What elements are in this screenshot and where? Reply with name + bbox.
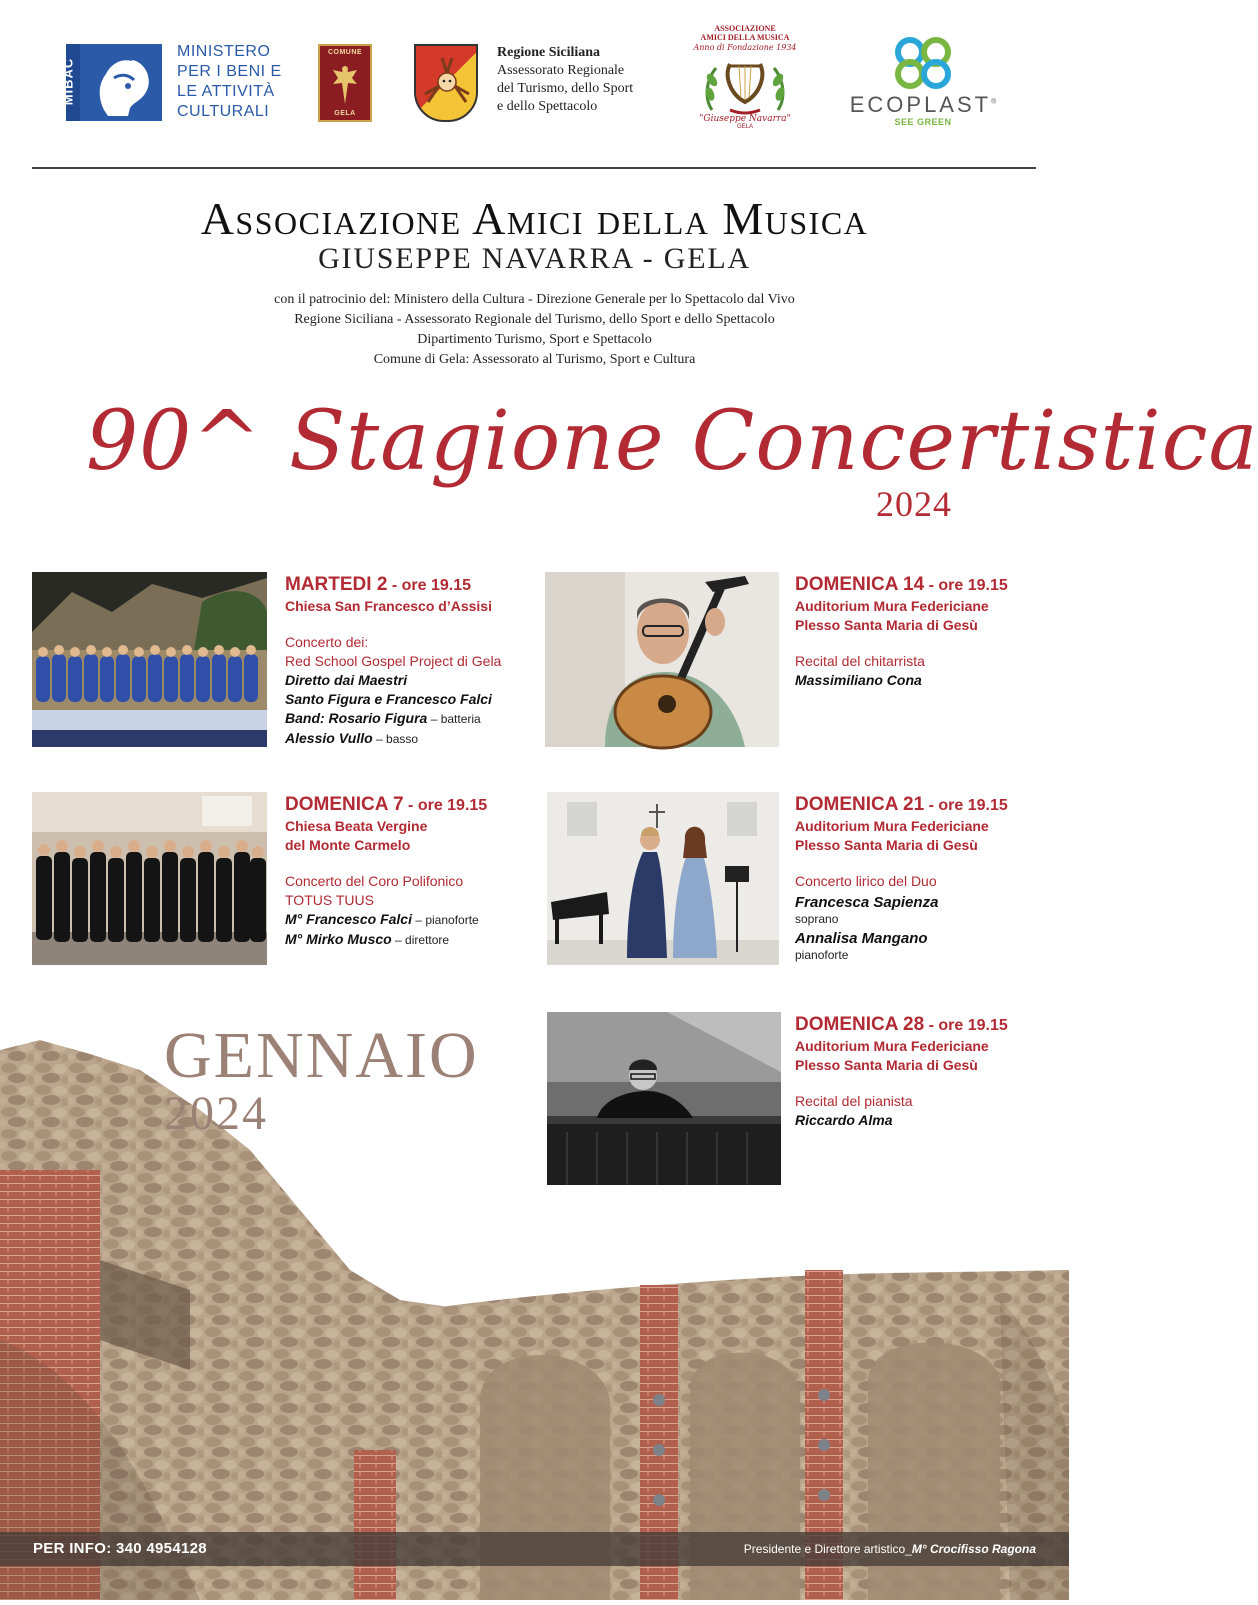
season-title: 90^ Stagione Concertistica <box>86 394 1258 489</box>
ruins-background <box>0 1040 1069 1600</box>
ecoplast-knot-icon <box>890 36 956 90</box>
association-title: Associazione Amici della Musica <box>200 193 869 244</box>
ecoplast-logo <box>838 36 1008 136</box>
lyre-laurel-icon <box>700 54 790 116</box>
trinacria-icon <box>422 56 472 112</box>
comune-gela-logo: COMUNE GELA <box>318 44 372 122</box>
month-name: GENNAIO <box>164 1019 479 1092</box>
mibac-logo: MiBAC <box>66 44 162 121</box>
regione-siciliana-logo <box>414 44 478 122</box>
month-year: 2024 <box>164 1087 268 1140</box>
ecoplast-tagline: SEE GREEN <box>894 117 952 127</box>
statue-head-icon <box>84 48 158 118</box>
association-subtitle: GIUSEPPE NAVARRA - GELA <box>318 242 751 275</box>
amici-musica-logo: ASSOCIAZIONE AMICI DELLA MUSICA Anno di Fondazione 1934 "Giuseppe Navarra" GELA <box>693 24 797 130</box>
polyphonic-choir-photo <box>32 792 267 965</box>
gospel-choir-photo <box>32 572 267 747</box>
guitarist-photo <box>545 572 779 747</box>
ecoplast-name: ECOPLAST <box>849 92 992 117</box>
lirico-duo-photo <box>547 792 779 965</box>
header-divider <box>32 167 1036 169</box>
eagle-emblem-icon <box>329 62 361 108</box>
patronage-text: con il patrocinio del: Ministero della Cultura - Direzione Generale per lo Spettacolo dal Vivo Regione Siciliana - Assessorato Regionale del Turismo, dello Sport e dello Spettacolo Dipartimento Turismo, Sport e Spettacolo Comune di Gela: Assessorato al Turismo, Sport e Cultura <box>274 292 795 367</box>
mibac-text: MINISTERO PER I BENI E LE ATTIVITÀ CULTURALI <box>177 43 282 120</box>
event-domenica-28: DOMENICA 28 - ore 19.15 Auditorium Mura Federiciane Plesso Santa Maria di Gesù Recital del pianista Riccardo Alma <box>795 1014 1008 1128</box>
season-year: 2024 <box>876 484 952 524</box>
sponsor-logos <box>0 0 1069 160</box>
event-domenica-14: DOMENICA 14 - ore 19.15 Auditorium Mura Federiciane Plesso Santa Maria di Gesù Recital del chitarrista Massimiliano Cona <box>795 574 1008 688</box>
footer-bar <box>0 1532 1069 1566</box>
event-domenica-7: DOMENICA 7 - ore 19.15 Chiesa Beata Vergine del Monte Carmelo Concerto del Coro Polifonico TOTUS TUUS M° Francesco Falci – pianoforte M° Mirko Musco – direttore <box>285 794 488 947</box>
info-phone: PER INFO: 340 4954128 <box>33 1540 207 1557</box>
event-domenica-21: DOMENICA 21 - ore 19.15 Auditorium Mura Federiciane Plesso Santa Maria di Gesù Concerto lirico del Duo Francesca Sapienza soprano Annalisa Mangano pianoforte <box>795 794 1008 962</box>
regione-text: Regione Siciliana Assessorato Regionale del Turismo, dello Sport e dello Spettacolo <box>497 45 634 114</box>
event-martedi-2: MARTEDI 2 - ore 19.15 Chiesa San Francesco d’Assisi Concerto dei: Red School Gospel Project di Gela Diretto dai Maestri Santo Figura e Francesco Falci Band: Rosario Figura – batteria Alessio Vullo – basso <box>285 574 502 746</box>
president-credit: Presidente e Direttore artistico_M° Crocifisso Ragona <box>743 1542 1036 1556</box>
registered-mark: ® <box>991 98 997 106</box>
